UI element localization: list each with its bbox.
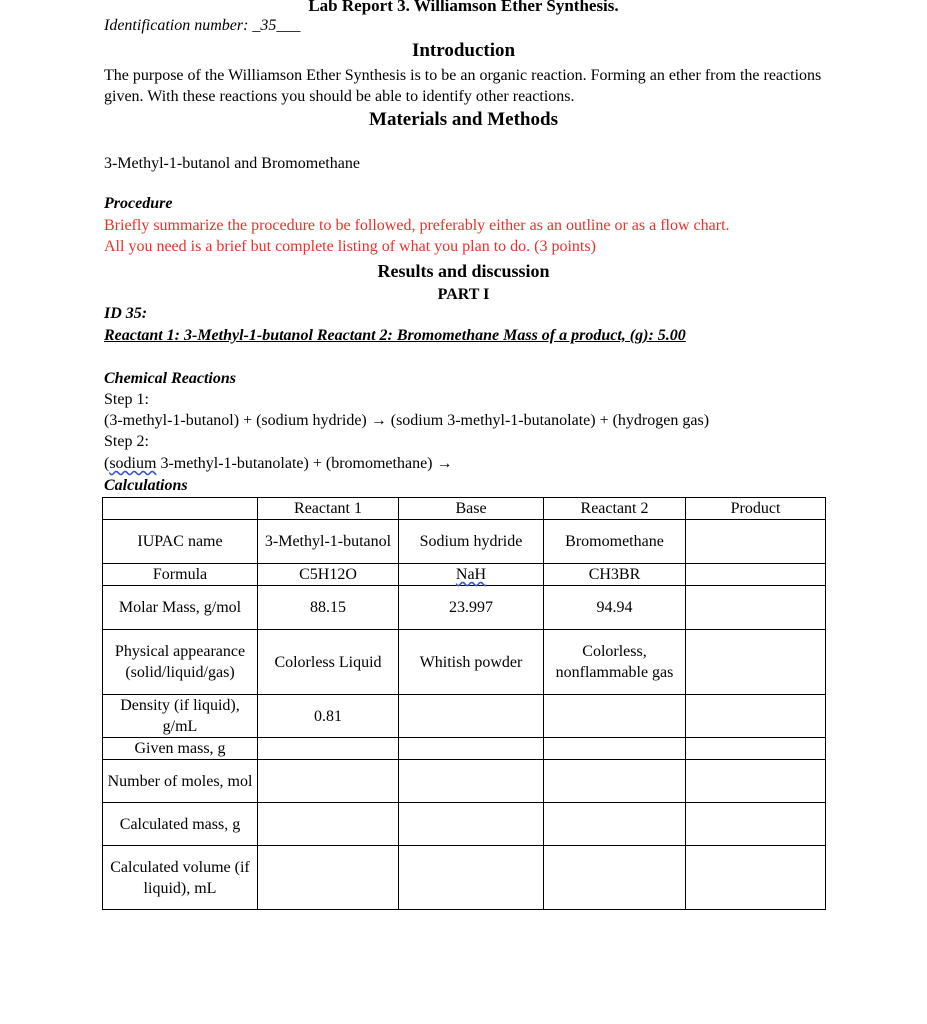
materials-heading: Materials and Methods: [369, 109, 558, 130]
header-cell: Base: [399, 498, 544, 520]
row-label: Calculated mass, g: [103, 803, 258, 846]
row-label: Calculated volume (if liquid), mL: [103, 846, 258, 910]
row-label: IUPAC name: [103, 520, 258, 564]
table-cell: Sodium hydride: [399, 520, 544, 564]
results-heading: Results and discussion: [377, 261, 550, 281]
identification-label: Identification number:: [104, 17, 253, 34]
table-cell: [399, 760, 544, 803]
table-cell: [258, 803, 399, 846]
step-1-label: Step 1:: [104, 391, 149, 408]
table-row: [103, 520, 826, 564]
step-1-equation: (3-methyl-1-butanol) + (sodium hydride) → (sodium 3-methyl-1-butanolate) + (hydrogen gas): [104, 412, 710, 429]
table-cell: [399, 695, 544, 738]
table-cell: Colorless Liquid: [258, 630, 399, 695]
table-cell: Whitish powder: [399, 630, 544, 695]
table-cell: [399, 564, 544, 586]
procedure-instruction-1: Briefly summarize the procedure to be followed, preferably either as an outline or as a flow chart.: [104, 217, 730, 234]
table-cell: [544, 760, 686, 803]
table-cell: [686, 695, 826, 738]
table-row: [103, 564, 826, 586]
table-cell: [544, 846, 686, 910]
calculations-table: [102, 497, 826, 910]
header-cell: [103, 498, 258, 520]
procedure-heading: Procedure: [104, 195, 173, 212]
table-cell: [399, 846, 544, 910]
table-cell: [258, 760, 399, 803]
table-cell: [686, 630, 826, 695]
header-cell: Reactant 2: [544, 498, 686, 520]
procedure-instruction-2: All you need is a brief but complete listing of what you plan to do. (3 points): [104, 238, 596, 255]
table-cell: 94.94: [544, 586, 686, 630]
table-cell: [686, 738, 826, 760]
table-cell: [399, 738, 544, 760]
table-row: [103, 738, 826, 760]
step-2-underlined-word: sodium: [109, 455, 157, 472]
table-cell: 23.997: [399, 586, 544, 630]
table-row: [103, 630, 826, 695]
table-cell: 3-Methyl-1-butanol: [258, 520, 399, 564]
table-cell: [686, 564, 826, 586]
calculations-heading: Calculations: [104, 477, 188, 494]
table-row: [103, 803, 826, 846]
row-label: Physical appearance (solid/liquid/gas): [103, 630, 258, 695]
table-cell: [544, 803, 686, 846]
table-row: [103, 760, 826, 803]
table-cell: [686, 760, 826, 803]
table-cell: [399, 803, 544, 846]
header-cell: Reactant 1: [258, 498, 399, 520]
step-2-prefix: (: [104, 455, 110, 472]
introduction-heading: Introduction: [411, 40, 516, 61]
reactants-line: Reactant 1: 3-Methyl-1-butanol Reactant 2: Bromomethane Mass of a product, (g): 5.00: [104, 327, 686, 344]
identification-number: _35___: [252, 17, 301, 34]
table-cell: [686, 803, 826, 846]
id-line: ID 35:: [104, 305, 148, 322]
part-heading: PART I: [437, 286, 490, 303]
row-label: Molar Mass, g/mol: [103, 586, 258, 630]
introduction-text: The purpose of the Williamson Ether Synthesis is to be an organic reaction. Forming an ether from the reactions given. With these reactions you should be able to identify other reactions.: [104, 67, 822, 105]
report-title: Lab Report 3. Williamson Ether Synthesis.: [308, 0, 619, 15]
row-label: Given mass, g: [103, 738, 258, 760]
step-2-label: Step 2:: [104, 433, 149, 450]
step-2-rest: 3-methyl-1-butanolate) + (bromomethane) →: [156, 455, 453, 472]
row-label: Number of moles, mol: [103, 760, 258, 803]
row-label: Formula: [103, 564, 258, 586]
table-cell: [258, 738, 399, 760]
table-cell: [686, 846, 826, 910]
table-header-row: [103, 498, 826, 520]
table-row: [103, 586, 826, 630]
row-label: Density (if liquid), g/mL: [103, 695, 258, 738]
table-cell: Colorless, nonflammable gas: [544, 630, 686, 695]
chemical-reactions-heading: Chemical Reactions: [104, 370, 236, 387]
table-cell: [544, 695, 686, 738]
table-cell: Bromomethane: [544, 520, 686, 564]
table-cell: CH3BR: [544, 564, 686, 586]
table-cell: C5H12O: [258, 564, 399, 586]
formula-nah: NaH: [455, 566, 487, 583]
materials-text: 3-Methyl-1-butanol and Bromomethane: [104, 155, 360, 172]
table-cell: [686, 586, 826, 630]
table-cell: [686, 520, 826, 564]
step-2-equation: [104, 455, 453, 473]
table-row: [103, 846, 826, 910]
table-cell: [258, 846, 399, 910]
table-cell: 88.15: [258, 586, 399, 630]
table-cell: [544, 738, 686, 760]
header-cell: Product: [686, 498, 826, 520]
table-row: [103, 695, 826, 738]
identification-line: [104, 17, 300, 35]
table-cell: 0.81: [258, 695, 399, 738]
